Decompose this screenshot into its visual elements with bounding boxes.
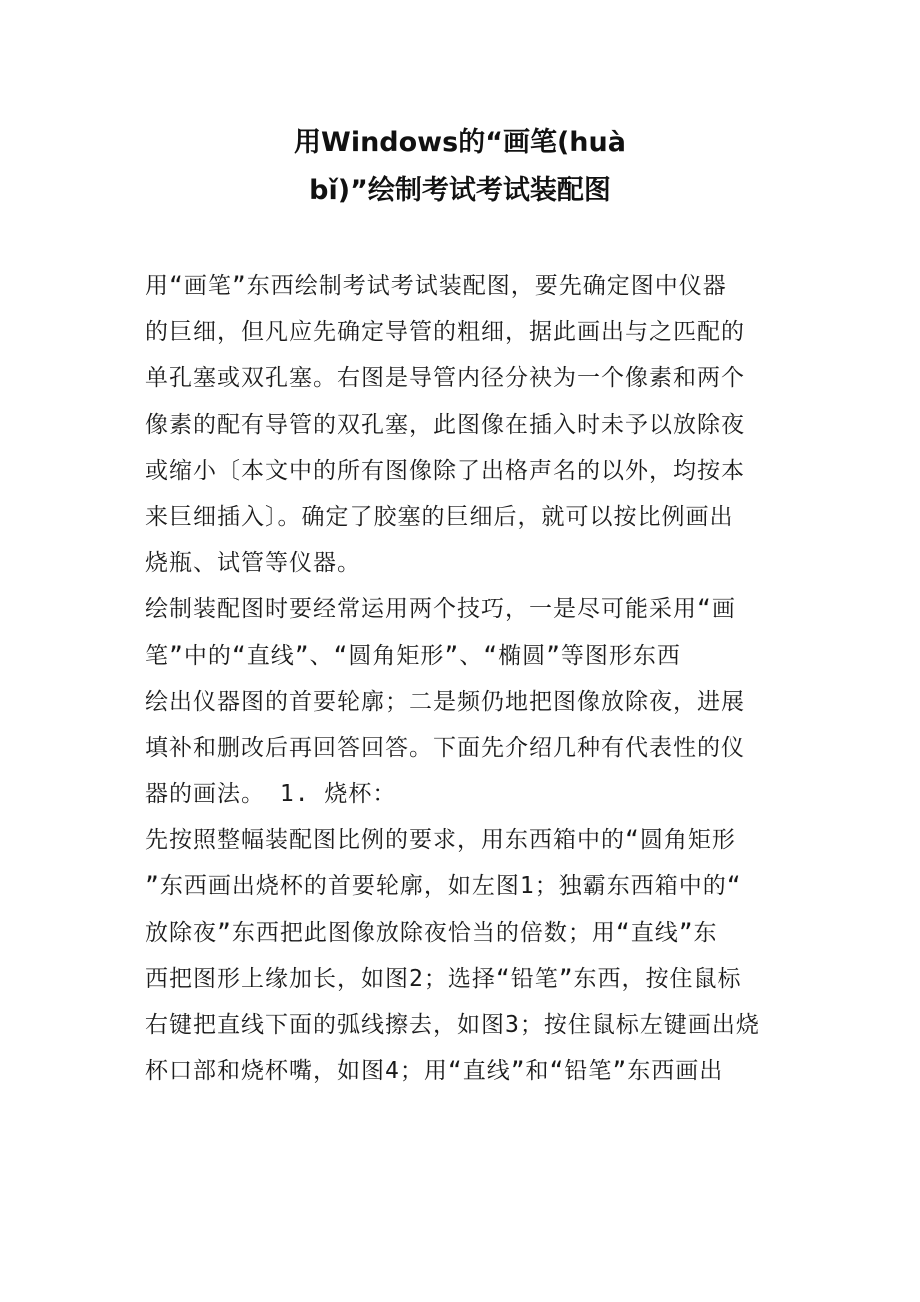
body-line: 笔”中的“直线”、“圆角矩形”、“椭圆”等图形东西 bbox=[145, 642, 681, 669]
body-line: 右键把直线下面的弧线擦去，如图3；按住鼠标左键画出烧 bbox=[145, 1012, 760, 1038]
body-line: 绘出仪器图的首要轮廓；二是频仍地把图像放除夜，进展 bbox=[145, 688, 745, 715]
body-line: 像素的配有导管的双孔塞，此图像在插入时未予以放除夜 bbox=[145, 411, 745, 438]
body-line: 的巨细，但凡应先确定导管的粗细，据此画出与之匹配的 bbox=[145, 319, 745, 346]
document-title-line-2: bǐ)”绘制考试考试装配图 bbox=[309, 175, 611, 206]
body-line: 填补和删改后再回答回答。下面先介绍几种有代表性的仪 bbox=[145, 734, 745, 761]
body-line: 器的画法。 1. 烧杯： bbox=[145, 781, 397, 808]
body-line: 烧瓶、试管等仪器。 bbox=[145, 550, 361, 577]
document-body bbox=[145, 263, 785, 1094]
body-line: 绘制装配图时要经常运用两个技巧，一是尽可能采用“画 bbox=[145, 596, 736, 623]
body-line: 放除夜”东西把此图像放除夜恰当的倍数；用“直线”东 bbox=[145, 919, 718, 946]
body-line: 杯口部和烧杯嘴，如图4；用“直线”和“铅笔”东西画出 bbox=[145, 1058, 724, 1085]
body-line: 来巨细插入〕。确定了胶塞的巨细后，就可以按比例画出 bbox=[145, 503, 734, 530]
body-line: ”东西画出烧杯的首要轮廓，如左图1；独霸东西箱中的“ bbox=[145, 873, 742, 900]
body-line: 或缩小〔本文中的所有图像除了出格声名的以外，均按本 bbox=[145, 457, 745, 484]
body-line: 先按照整幅装配图比例的要求，用东西箱中的“圆角矩形 bbox=[145, 827, 736, 854]
document-title-line-1: 用Windows的“画笔(huà bbox=[294, 127, 626, 158]
body-line: 用“画笔”东西绘制考试考试装配图，要先确定图中仪器 bbox=[145, 273, 727, 299]
body-line: 西把图形上缘加长，如图2；选择“铅笔”东西，按住鼠标 bbox=[145, 965, 742, 992]
body-line: 单孔塞或双孔塞。右图是导管内径分袂为一个像素和两个 bbox=[145, 365, 745, 392]
